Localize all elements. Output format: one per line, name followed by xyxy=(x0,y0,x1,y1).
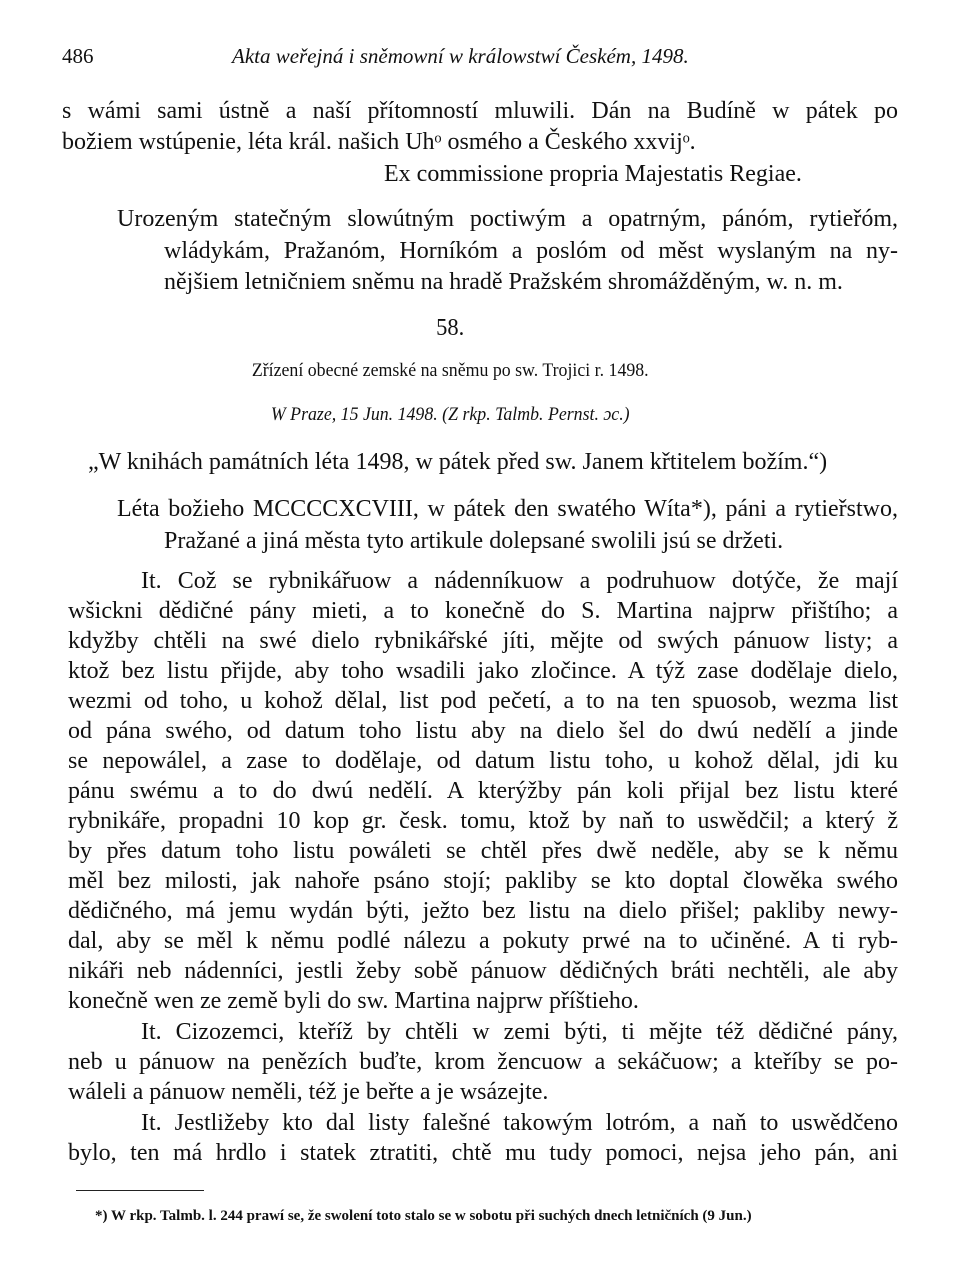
text-line: Ex commissione propria Majestatis Regiae. xyxy=(384,161,802,187)
body-line: pánu swému a to do dwú nedělí. A kterýžby pán koli přijal bez listu které xyxy=(68,778,898,804)
body-line: It. Cizozemci, kteříž by chtěli w zemi býti, ti mějte též dědičné pány, xyxy=(141,1019,898,1045)
address-line: nějšiem letničniem sněmu na hradě Pražském shromážděným, w. n. m. xyxy=(164,269,843,295)
body-line: by přes datum toho listu powáleti se chtěl přes dwě neděle, aby se k němu xyxy=(68,838,898,864)
page-header xyxy=(62,44,898,74)
body-line: dal, aby se měl k němu podlé nálezu a pokuty prwé na to učiněné. A ti ryb- xyxy=(68,928,898,954)
text-line: božiem wstúpenie, léta král. našich Uhᵒ osmého a Českého xxvijᵒ. xyxy=(62,129,696,155)
running-title: Akta weřejná i sněmowní w králowstwí Českém, 1498. xyxy=(232,44,689,68)
body-line: neb u pánuow na penězích buďte, krom žencuow a sekáčuow; a kteříby se po- xyxy=(68,1049,898,1075)
body-line: měl bez milosti, jak nahoře psáno stojí; pakliby se kto doptal člowěka swého xyxy=(68,868,898,894)
section-number: 58. xyxy=(436,315,465,341)
body-line: wezmi od toho, u kohož dělal, list pod pečetí, a to na ten spuosob, wezma list xyxy=(68,688,898,714)
intro-line: „W knihách památních léta 1498, w pátek před sw. Janem křtitelem božím.“) xyxy=(88,449,828,475)
body-line: wáleli a pánuow neměli, též je beřte a je wsázejte. xyxy=(68,1079,549,1105)
section-source: W Praze, 15 Jun. 1498. (Z rkp. Talmb. Pernst. ɔc.) xyxy=(270,404,630,425)
text-line: s wámi sami ústně a naší přítomností mluwili. Dán na Budíně w pátek po xyxy=(62,98,898,124)
section-title: Zřízení obecné zemské na sněmu po sw. Trojici r. 1498. xyxy=(251,360,649,381)
body-line: konečně wen ze země byli do sw. Martina najprw příštieho. xyxy=(68,988,639,1014)
body-line: It. Jestližeby kto dal listy falešné takowým lotróm, a naň to uswědčeno xyxy=(141,1110,898,1136)
footnote: *) W rkp. Talmb. l. 244 prawí se, že swolení toto stalo se w sobotu při suchých dnech letničních (9 Jun.) xyxy=(95,1208,752,1224)
intro-line: Pražané a jiná města tyto artikule dolepsané swolili jsú se držeti. xyxy=(164,528,784,554)
body-line: rybnikáře, propadni 10 kop gr. česk. tomu, ktož by naň to uswědčil; a který ž xyxy=(68,808,898,834)
body-line: nikáři neb nádenníci, jestli žeby sobě pánuow dědičných bráti nechtěli, ale aby xyxy=(68,958,898,984)
intro-line: Léta božieho MCCCCXCVIII, w pátek den swatého Wíta*), páni a rytieřstwo, xyxy=(117,496,898,522)
footnote-rule xyxy=(76,1190,204,1191)
body-line: dědičného, má jemu wydán býti, ježto bez listu na dielo přišel; pakliby newy- xyxy=(68,898,898,924)
body-line: od pána swého, od datum toho listu aby na dielo šel do dwú nedělí a jinde xyxy=(68,718,898,744)
page-number: 486 xyxy=(62,44,94,68)
address-line: Urozeným statečným slowútným poctiwým a opatrným, pánóm, rytieřóm, xyxy=(117,206,898,232)
body-line: bylo, ten má hrdlo i statek ztratiti, chtě mu tudy pomoci, nejsa jeho pán, ani xyxy=(68,1140,898,1166)
body-line: wšickni dědičné pány mieti, a to konečně do S. Martina najprw přištího; a xyxy=(68,598,898,624)
body-line: ktož bez listu přijde, aby toho wsadili jako zločince. A týž zase dodělaje dielo, xyxy=(68,658,898,684)
address-line: wládykám, Pražanóm, Horníkóm a poslóm od měst wyslaným na ny- xyxy=(164,238,898,264)
body-line: se nepowálel, a zase to dodělaje, od datum listu toho, u kohož dělal, jdi ku xyxy=(68,748,898,774)
body-line: kdyžby chtěli na swé dielo rybnikářské jíti, mějte od swých pánuow listy; a xyxy=(68,628,898,654)
body-line: It. Což se rybnikářuow a nádenníkuow a podruhuow dotýče, že mají xyxy=(141,568,898,594)
